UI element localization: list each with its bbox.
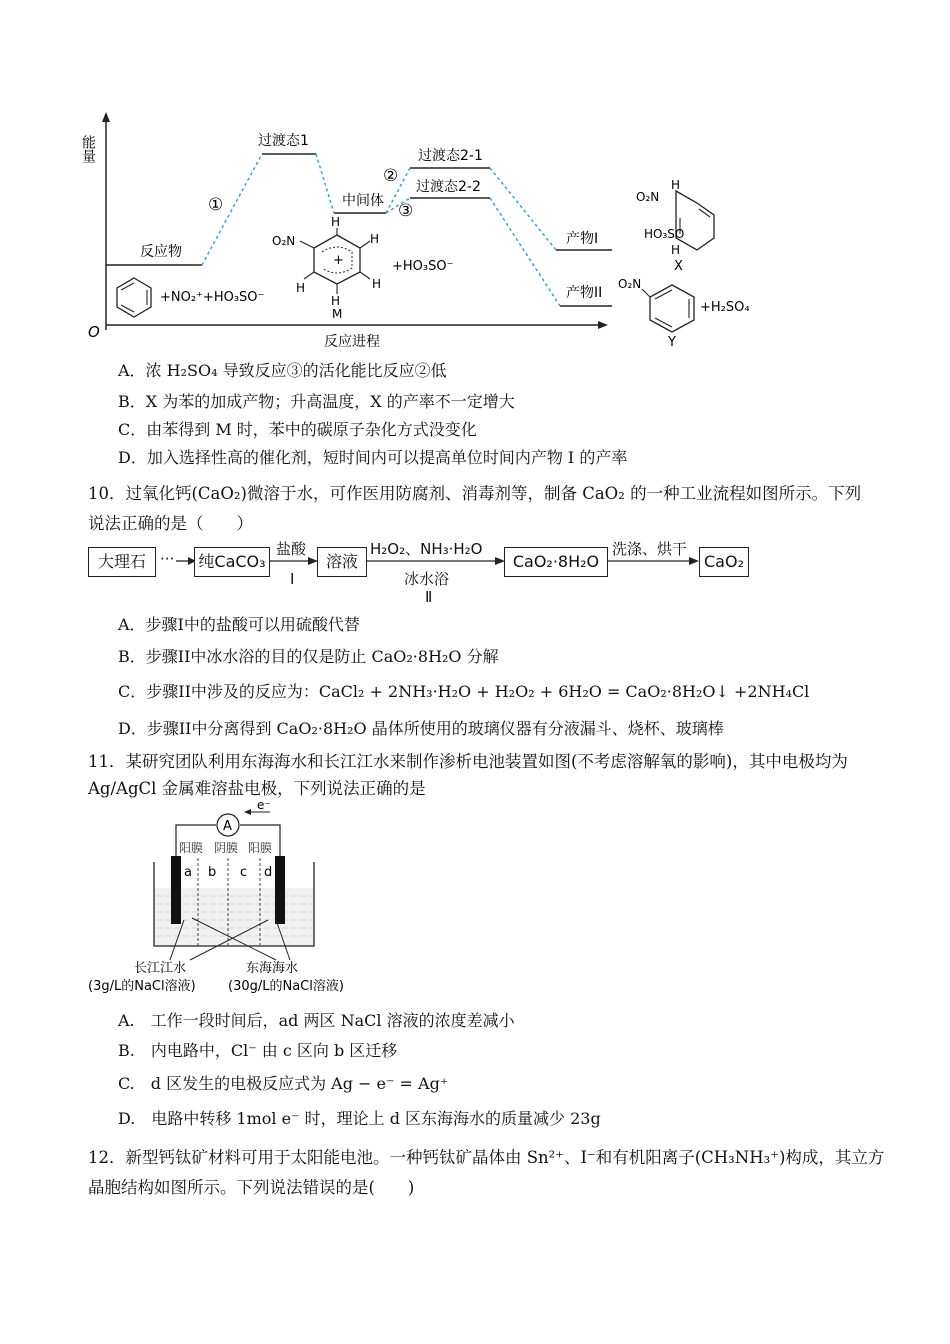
- q11-option-d: D. 电路中转移 1mol e⁻ 时，理论上 d 区东海海水的质量减少 23g: [118, 1109, 601, 1128]
- q9-option-b: B．X 为苯的加成产物；升高温度，X 的产率不一定增大: [118, 392, 515, 411]
- m-extra: +HO₃SO⁻: [392, 259, 454, 274]
- product2-label: 产物II: [566, 285, 603, 301]
- flow-box-cao2: CaO₂: [699, 547, 749, 577]
- x-structure: [676, 191, 714, 250]
- q10-option-d: D．步骤II中分离得到 CaO₂·8H₂O 晶体所使用的玻璃仪器有分液漏斗、烧杯、玻璃棒: [118, 719, 724, 738]
- benzene-structure: [117, 278, 151, 317]
- electrode-right: [275, 856, 285, 924]
- q11-stem-line1: 11．某研究团队利用东海海水和长江江水来制作渗析电池装置如图(不考虑溶解氧的影响)，其中电极均为: [88, 752, 848, 771]
- ts21-label: 过渡态2-1: [418, 148, 483, 164]
- flow-step3-top: 洗涤、烘干: [612, 540, 688, 558]
- electrode-left: [171, 856, 181, 924]
- q10-option-b: B．步骤II中冰水浴的目的仅是防止 CaO₂·8H₂O 分解: [118, 647, 499, 666]
- zone-c: c: [240, 865, 248, 880]
- path3-marker: ③: [398, 201, 414, 221]
- y-axis-arrow: [102, 112, 110, 122]
- intermediate-label: 中间体: [342, 193, 384, 209]
- q9-option-a: A．浓 H₂SO₄ 导致反应③的活化能比反应②低: [118, 361, 447, 380]
- x-label: X: [674, 259, 683, 274]
- right-label-2: (30g/L的NaCl溶液): [228, 979, 344, 994]
- m-label: M: [332, 307, 343, 321]
- left-label-2: (3g/L的NaCl溶液): [88, 979, 196, 994]
- zone-a: a: [184, 865, 192, 880]
- q9-option-c: C．由苯得到 M 时，苯中的碳原子杂化方式没变化: [118, 420, 477, 439]
- q10-option-c: C．步骤II中涉及的反应为：CaCl₂ + 2NH₃·H₂O + H₂O₂ + 6H₂O = CaO₂·8H₂O↓ +2NH₄Cl: [118, 682, 810, 701]
- zone-d: d: [264, 865, 273, 880]
- ammeter-label: A: [223, 819, 232, 834]
- y-o2n: O₂N: [618, 277, 642, 291]
- flow-arrow-2: [270, 553, 318, 569]
- x-h-top: H: [671, 178, 681, 192]
- x-ho3so: HO₃SO: [644, 227, 685, 241]
- zone-b: b: [208, 865, 217, 880]
- q12-stem-line2: 晶胞结构如图所示。下列说法错误的是( ): [88, 1178, 415, 1197]
- origin-label: O: [88, 323, 100, 341]
- m-h-bottom: H: [331, 294, 341, 308]
- electron-arrowhead: [244, 809, 251, 815]
- flow-step2-top: H₂O₂、NH₃·H₂O: [370, 540, 483, 558]
- m-h-left-bottom: H: [296, 281, 306, 295]
- flow-dots: ···: [160, 550, 175, 568]
- q12-stem-line1: 12．新型钙钛矿材料可用于太阳能电池。一种钙钛矿晶体由 Sn²⁺、I⁻和有机阳离子(CH₃NH₃⁺)构成，其立方: [88, 1148, 885, 1167]
- wire-left: [176, 825, 216, 895]
- flow-box-solution: 溶液: [317, 547, 367, 577]
- m-plus: +: [333, 253, 344, 268]
- y-axis-label: 能量: [80, 135, 96, 163]
- path2-marker: ②: [383, 166, 399, 186]
- flow-box-caco3: 纯CaCO₃: [194, 547, 270, 577]
- q9-option-d: D．加入选择性高的催化剂，短时间内可以提高单位时间内产物 I 的产率: [118, 448, 628, 467]
- y-label: Y: [668, 335, 676, 350]
- flow-step1-bottom: I: [290, 570, 295, 588]
- path1-marker: ①: [208, 195, 224, 215]
- m-h-top: H: [331, 215, 341, 229]
- flow-box-marble: 大理石: [88, 547, 156, 577]
- q10-stem-line2: 说法正确的是（ ）: [88, 514, 253, 533]
- m-o2n: O₂N: [272, 234, 296, 248]
- path-segment: [490, 168, 556, 250]
- flow-arrow-3: [367, 553, 505, 569]
- q10-option-a: A．步骤I中的盐酸可以用硫酸代替: [118, 615, 360, 634]
- path-segment: [316, 154, 334, 213]
- flow-step2-mid: 冰水浴: [404, 570, 450, 588]
- membrane-label-3: 阳膜: [248, 841, 273, 855]
- membrane-label-2: 阴膜: [214, 841, 239, 855]
- osmotic-cell-diagram: [80, 800, 380, 1000]
- m-h-right-top: H: [370, 232, 380, 246]
- flow-step2-bottom: Ⅱ: [425, 588, 433, 606]
- x-axis-label: 反应进程: [324, 334, 380, 350]
- electron-label: e⁻: [257, 800, 271, 812]
- path-segment: [490, 198, 560, 306]
- membrane-label-1: 阳膜: [179, 841, 204, 855]
- q11-stem-line2: Ag/AgCl 金属难溶盐电极，下列说法正确的是: [88, 779, 426, 798]
- x-axis-arrow: [598, 321, 608, 329]
- y-extra: +H₂SO₄: [700, 300, 750, 315]
- q11-option-a: A. 工作一段时间后，ad 两区 NaCl 溶液的浓度差减小: [118, 1011, 515, 1030]
- flow-step1-top: 盐酸: [276, 540, 307, 558]
- left-label-1: 长江江水: [134, 961, 187, 976]
- flow-box-cao2-8h2o: CaO₂·8H₂O: [504, 547, 608, 577]
- right-label-1: 东海海水: [246, 961, 299, 976]
- x-h-bottom: H: [671, 243, 681, 257]
- reactant-label: 反应物: [140, 244, 182, 260]
- flow-arrow-4: [607, 553, 699, 569]
- q11-option-b: B. 内电路中，Cl⁻ 由 c 区向 b 区迁移: [118, 1041, 398, 1060]
- reactant-formula: +NO₂⁺+HO₃SO⁻: [160, 290, 265, 305]
- energy-diagram: [0, 0, 950, 355]
- ts22-label: 过渡态2-2: [416, 179, 481, 195]
- m-h-right-bottom: H: [372, 277, 382, 291]
- y-structure: [642, 285, 694, 332]
- ts1-label: 过渡态1: [258, 133, 309, 149]
- q11-option-c: C. d 区发生的电极反应式为 Ag − e⁻ = Ag⁺: [118, 1074, 449, 1093]
- x-o2n: O₂N: [636, 190, 660, 204]
- flow-arrow-1: [176, 553, 196, 569]
- product1-label: 产物I: [566, 231, 599, 247]
- q10-stem-line1: 10．过氧化钙(CaO₂)微溶于水，可作医用防腐剂、消毒剂等，制备 CaO₂ 的一种工业流程如图所示。下列: [88, 484, 862, 503]
